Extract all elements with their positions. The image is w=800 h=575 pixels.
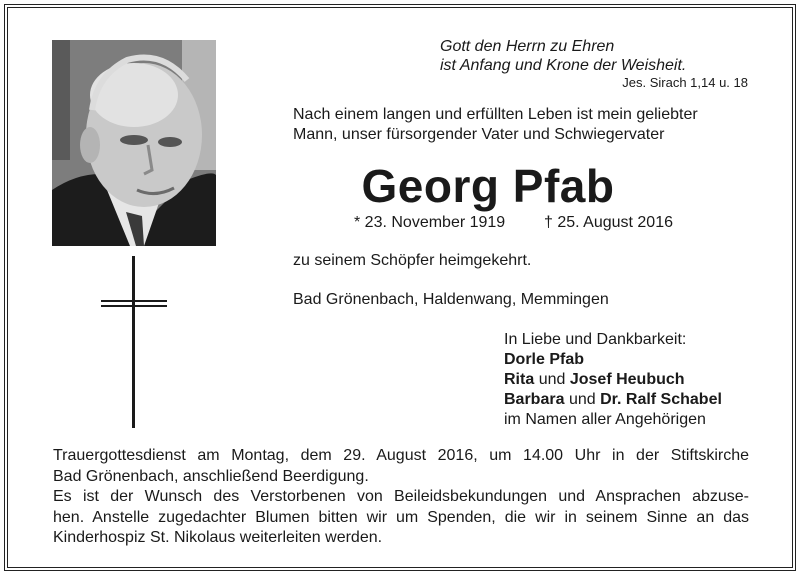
returned-text: zu seinem Schöpfer heimgekehrt. [293, 252, 532, 269]
quote-line-2: ist Anfang und Krone der Weisheit. [440, 57, 687, 74]
intro-text [293, 105, 753, 145]
service-notice [53, 446, 749, 549]
deceased-name: Georg Pfab [361, 160, 615, 212]
mourner-line-1 [504, 350, 764, 370]
mourner-line-3 [504, 390, 764, 410]
notice-line-4: hen. Anstelle zugedachter Blumen bitten wir um Spenden, die wir in seinem Sinne an das [53, 508, 749, 526]
conjunction: und [568, 391, 596, 408]
mourner-name: Rita [504, 371, 535, 388]
mourner-name: Dr. Ralf Schabel [600, 391, 722, 408]
mourners-closing: im Namen aller Angehörigen [504, 411, 706, 428]
cross-icon [101, 256, 167, 428]
notice-line-5: Kinderhospiz St. Nikolaus weiterleiten werden. [53, 529, 383, 546]
death-date: † 25. August 2016 [544, 214, 673, 231]
conjunction: und [538, 371, 566, 388]
mourner-name: Josef Heubuch [569, 371, 685, 388]
mourner-name: Dorle Pfab [504, 351, 585, 368]
bible-quote [440, 37, 748, 91]
intro-line-1: Nach einem langen und erfüllten Leben ist mein geliebter [293, 106, 698, 123]
birth-date: * 23. November 1919 [354, 214, 506, 231]
notice-line-2: Bad Grönenbach, anschließend Beerdigung. [53, 467, 369, 485]
mourner-name: Barbara [504, 391, 565, 408]
portrait-photo [52, 40, 216, 246]
mourners-opening: In Liebe und Dankbarkeit: [504, 331, 687, 348]
quote-reference: Jes. Sirach 1,14 u. 18 [622, 75, 748, 90]
mourners-block [504, 330, 764, 430]
places-text: Bad Grönenbach, Haldenwang, Memmingen [293, 291, 609, 308]
notice-line-3: Es ist der Wunsch des Verstorbenen von Beileidsbekundungen und Ansprachen abzuse- [53, 488, 749, 505]
mourner-line-2 [504, 370, 764, 390]
intro-line-2: Mann, unser fürsorgender Vater und Schwiegervater [293, 126, 665, 143]
notice-line-1: Trauergottesdienst am Montag, dem 29. August 2016, um 14.00 Uhr in der Stiftskirche [53, 447, 749, 464]
quote-line-1: Gott den Herrn zu Ehren [440, 38, 615, 55]
